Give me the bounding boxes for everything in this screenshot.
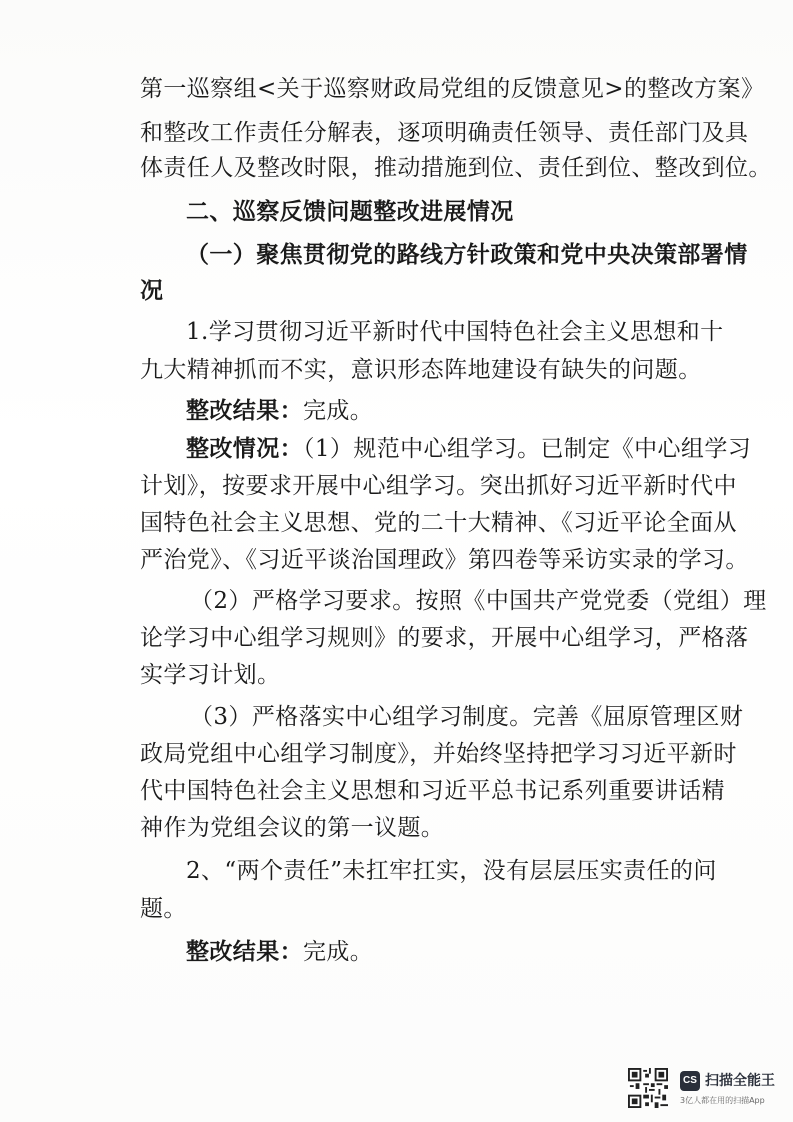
text-line: （3）严格落实中心组学习制度。完善《屈原管理区财 <box>190 704 744 730</box>
camscanner-app-name: 扫描全能王 <box>705 1073 775 1089</box>
text-line: 神作为党组会议的第一议题。 <box>140 815 445 841</box>
text-line: 题。 <box>140 896 187 922</box>
result-label: 整改结果： <box>186 938 303 965</box>
text-line: 第一巡察组<关于巡察财政局党组的反馈意见>的整改方案》 <box>140 76 765 102</box>
text-line: 2、“两个责任”未扛牢扛实，没有层层压实责任的问 <box>186 858 717 884</box>
situation-label: 整改情况： <box>186 435 303 462</box>
subsection-heading-cont: 况 <box>140 277 164 304</box>
text-line: 计划》，按要求开展中心组学习。突出抓好习近平新时代中 <box>140 473 737 499</box>
text-line: 国特色社会主义思想、党的二十大精神、《习近平论全面从 <box>140 510 737 536</box>
situation-text: （1）规范中心组学习。已制定《中心组学习 <box>303 436 752 462</box>
text-line: 代中国特色社会主义思想和习近平总书记系列重要讲话精 <box>140 778 725 804</box>
text-line: 1.学习贯彻习近平新时代中国特色社会主义思想和十 <box>186 319 724 345</box>
camscanner-tagline: 3亿人都在用的扫描App <box>680 1096 765 1105</box>
text-line: （2）严格学习要求。按照《中国共产党党委（党组）理 <box>190 588 767 614</box>
result-value: 完成。 <box>303 398 374 424</box>
situation-line <box>0 434 793 464</box>
subsection-heading: （一）聚焦贯彻党的路线方针政策和党中央决策部署情 <box>186 241 748 268</box>
text-line: 和整改工作责任分解表，逐项明确责任领导、责任部门及具 <box>140 120 749 146</box>
text-line: 实学习计划。 <box>140 662 281 688</box>
text-line: 政局党组中心组学习制度》，并始终坚持把学习习近平新时 <box>140 741 737 767</box>
result-line <box>0 396 793 426</box>
text-line: 九大精神抓而不实，意识形态阵地建设有缺失的问题。 <box>140 357 702 383</box>
result-line <box>0 937 793 967</box>
result-value: 完成。 <box>303 939 374 965</box>
text-line: 论学习中心组学习规则》的要求，开展中心组学习，严格落 <box>140 625 749 651</box>
section-heading: 二、巡察反馈问题整改进展情况 <box>186 198 514 225</box>
qr-code-icon <box>628 1068 668 1108</box>
camscanner-logo-icon: CS <box>680 1071 700 1091</box>
text-line: 严治党》、《习近平谈治国理政》第四卷等采访实录的学习。 <box>140 547 749 573</box>
scanner-watermark <box>628 1068 778 1114</box>
result-label: 整改结果： <box>186 397 303 424</box>
text-line: 体责任人及整改时限，推动措施到位、责任到位、整改到位。 <box>140 155 772 181</box>
